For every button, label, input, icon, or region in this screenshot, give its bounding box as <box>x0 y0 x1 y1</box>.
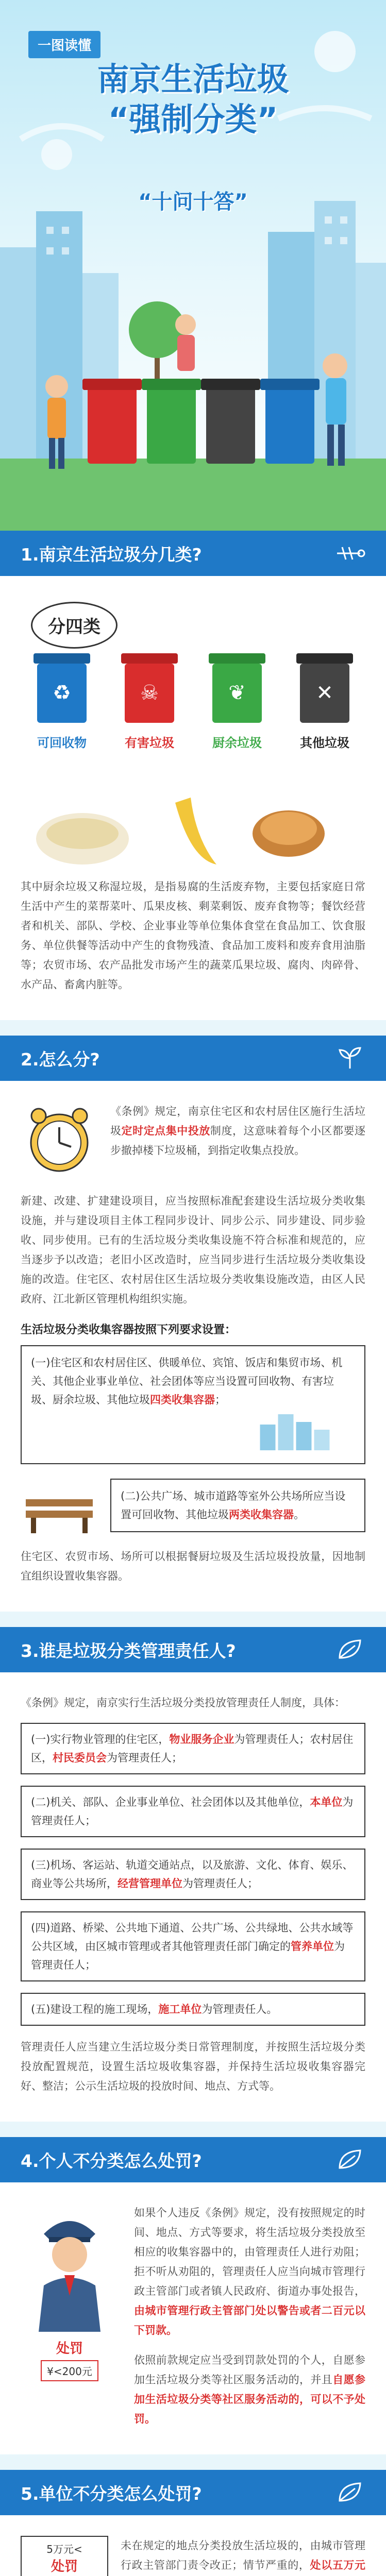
individual-fine-value: ¥<200元 <box>41 2360 98 2381</box>
individual-text-2: 依照前款规定应当受到罚款处罚的个人，自愿参加生活垃圾分类等社区服务活动的，并且 <box>134 2354 365 2386</box>
classification-bubble: 分四类 <box>31 602 118 649</box>
bin-other <box>289 648 361 751</box>
section-5-title: 5.单位不分类怎么处罚? <box>21 2483 202 2504</box>
unit-text-1: 未在规定的地点分类投放生活垃圾的，由城市管理行政主管部门责令改正；情节严重的， <box>121 2539 365 2571</box>
responsibility-item-1 <box>21 1723 365 1774</box>
individual-penalty-row <box>21 2203 365 2429</box>
city-illustration <box>0 170 386 531</box>
bin-hazardous-icon <box>119 648 180 725</box>
item-3-text: (三)机场、客运站、轨道交通站点，以及旅游、文化、体育、娱乐、商业等公共场所， <box>31 1859 354 1890</box>
schedule-text-a: 《条例》规定，南京住宅区和农村居住区施行生活垃圾 <box>110 1105 365 1137</box>
section-5-body <box>0 2515 386 2576</box>
requirement-2-highlight: 两类收集容器 <box>229 1509 294 1521</box>
requirement-1-highlight: 四类收集容器 <box>150 1394 215 1406</box>
bins-row <box>21 648 361 751</box>
unit-paragraph-1 <box>121 2536 365 2576</box>
responsibility-item-2 <box>21 1786 365 1837</box>
schedule-highlight: 定时定点集中投放 <box>121 1125 210 1137</box>
item-5-highlight: 施工单位 <box>158 2003 202 2015</box>
section-1-title: 1.南京生活垃圾分几类? <box>21 544 202 565</box>
requirement-row-2 <box>21 1479 365 1547</box>
leaf-icon <box>334 2480 365 2505</box>
section-3-header <box>0 1627 386 1672</box>
individual-highlight-2: 自愿参加生活垃圾分类等社区服务活动的，可以不予处罚。 <box>134 2374 366 2425</box>
item-1-highlight: 物业服务企业 <box>169 1733 234 1745</box>
responsibility-outro: 管理责任人应当建立生活垃圾分类日常管理制度，并按照生活垃圾分类投放配置规范，设置生活垃圾收集容器，并保持生活垃圾收集容器完好、整洁；公示生活垃圾的投放时间、地点、方式等。 <box>21 2041 365 2092</box>
item-2-text-c: 为管理责任人； <box>31 1796 354 1827</box>
section-2-title: 2.怎么分? <box>21 1049 100 1070</box>
spacer <box>0 1020 386 1036</box>
section-4-header <box>0 2137 386 2182</box>
requirement-1-text: (一)住宅区和农村居住区、供暖单位、宾馆、饭店和集贸市场、机关、其他企业事业单位、社会团体等应当设置可回收物、有害垃圾、厨余垃圾、其他垃圾 <box>31 1357 343 1406</box>
leaf-icon <box>334 1637 365 1662</box>
item-2-text: (二)机关、部队、企业事业单位、社会团体以及其他单位， <box>31 1796 310 1808</box>
item-2-highlight: 本单位 <box>310 1796 343 1808</box>
bin-other-label: 其他垃圾 <box>300 736 349 750</box>
schedule-paragraph <box>110 1101 365 1160</box>
spacer <box>0 2122 386 2137</box>
unit-penalty-row <box>21 2536 365 2576</box>
officer-figure <box>21 2203 119 2429</box>
spacer <box>0 1612 386 1627</box>
title-line-1: 南京生活垃圾 <box>97 60 289 98</box>
unit-highlight-1: 处以五万元 <box>310 2559 366 2571</box>
requirement-box-1 <box>21 1345 365 1464</box>
unit-fine-min: 5万元< <box>46 2543 82 2555</box>
item-1-text: (一)实行物业管理的住宅区， <box>31 1733 170 1745</box>
page-subtitle: “十问十答” <box>138 190 248 214</box>
unit-fine-side <box>21 2536 108 2576</box>
container-requirements-heading: 生活垃圾分类收集容器按照下列要求设置： <box>21 1324 237 1336</box>
individual-text-1: 如果个人违反《条例》规定，没有按照规定的时间、地点、方式等要求，将生活垃圾分类投放至相应的收集容器中的，由管理责任人进行劝阻；拒不听从劝阻的，管理责任人应当向城市管理行政主管部门或者镇人民政府、街道办事处报告， <box>134 2207 365 2297</box>
bin-recyclable-icon <box>31 648 93 725</box>
item-1-text-c: 为管理责任人；农村居住区， <box>31 1733 354 1764</box>
officer-icon <box>23 2203 116 2332</box>
bin-recyclable-label: 可回收物 <box>37 736 87 750</box>
title-line-2: “强制分类” <box>108 100 278 138</box>
bin-kitchen <box>201 648 273 751</box>
individual-fine-title: 处罚 <box>56 2341 83 2357</box>
city-skyline-icon <box>31 1409 355 1450</box>
leaf-icon <box>334 2147 365 2172</box>
page-title <box>0 59 386 140</box>
bin-kitchen-icon <box>206 648 268 725</box>
bin-hazardous-label: 有害垃圾 <box>125 736 174 750</box>
food-waste-illustration <box>21 772 365 875</box>
requirement-box-2 <box>110 1479 365 1532</box>
park-bench-icon <box>21 1479 98 1535</box>
item-3-text-c: 为管理责任人； <box>182 1877 258 1890</box>
sprout-icon <box>334 1046 365 1071</box>
container-note-paragraph: 住宅区、农贸市场、场所可以根据餐厨垃圾及生活垃圾投放量，因地制宜组织设置收集容器。 <box>21 1550 365 1582</box>
section-3-title: 3.谁是垃圾分类管理责任人? <box>21 1640 236 1661</box>
schedule-text-c: 制度，这意味着每个小区都要逐步撤掉楼下垃圾桶，到指定收集点投放。 <box>110 1125 366 1157</box>
requirement-1-end: ； <box>215 1394 226 1406</box>
item-5-text-c: 为管理责任人。 <box>202 2003 278 2015</box>
bin-kitchen-label: 厨余垃圾 <box>212 736 262 750</box>
item-5-text: (五)建设工程的施工现场， <box>31 2003 159 2015</box>
fishbone-icon <box>334 541 365 566</box>
bins-group <box>21 597 365 767</box>
individual-paragraph-2 <box>134 2350 365 2429</box>
bin-hazardous <box>113 648 186 751</box>
section-4-title: 4.个人不分类怎么处罚? <box>21 2150 202 2171</box>
header-banner <box>0 0 386 531</box>
svg-text:❦: ❦ <box>228 681 246 705</box>
schedule-row <box>21 1101 365 1179</box>
requirement-2-text: (二)公共广场、城市道路等室外公共场所应当设置可回收物、其他垃圾 <box>121 1490 346 1521</box>
item-4-highlight: 管养单位 <box>291 1940 334 1953</box>
responsibility-item-4 <box>21 1911 365 1981</box>
bin-other-icon <box>294 648 356 725</box>
bin-recyclable <box>26 648 98 751</box>
item-4-text: (四)道路、桥梁、公共地下通道、公共广场、公共绿地、公共水域等公共区域，由区城市管理或者其他管理责任部门确定的 <box>31 1922 354 1953</box>
item-1-highlight-2: 村民委员会 <box>53 1752 107 1764</box>
section-3-body <box>0 1672 386 2122</box>
individual-paragraph-1 <box>134 2203 365 2340</box>
section-5-header <box>0 2470 386 2515</box>
section-2-body <box>0 1081 386 1612</box>
section-1-body <box>0 576 386 1020</box>
item-4-text-c: 为管理责任人； <box>31 1940 345 1971</box>
unit-fine-box <box>21 2536 108 2576</box>
responsibility-item-3 <box>21 1849 365 1900</box>
individual-penalty-text <box>134 2203 365 2429</box>
alarm-clock-icon <box>21 1101 98 1179</box>
construction-paragraph: 新建、改建、扩建建设项目，应当按照标准配套建设生活垃圾分类收集设施，并与建设项目主体工程同步设计、同步公示、同步建设、同步验收、同步使用。已有的生活垃圾分类收集设施不符合标准和规范的，应当逐步予以改造；老旧小区改造时，应当同步进行生活垃圾分类收集设施的改造。住宅区、农村居住区生活垃圾分类收集设施改造，由区人民政府、江北新区管理机构组织实施。 <box>21 1195 365 1305</box>
unit-penalty-text <box>121 2536 365 2576</box>
section-2-header <box>0 1036 386 1081</box>
responsibility-item-5 <box>21 1993 365 2026</box>
requirement-2-end: 。 <box>294 1509 305 1521</box>
spacer <box>0 2454 386 2470</box>
header-badge: 一图读懂 <box>28 31 100 58</box>
individual-highlight-1: 由城市管理行政主管部门处以警告或者二百元以下罚款。 <box>134 2304 365 2336</box>
svg-text:☠: ☠ <box>140 681 159 705</box>
responsibility-intro: 《条例》规定，南京实行生活垃圾分类投放管理责任人制度，具体： <box>21 1697 345 1709</box>
unit-fine-label: 处罚 <box>51 2559 78 2574</box>
section-4-body <box>0 2182 386 2454</box>
section-1-header <box>0 531 386 576</box>
item-3-highlight: 经营管理单位 <box>118 1877 182 1890</box>
item-1-text-e: 为管理责任人； <box>107 1752 182 1764</box>
svg-text:♻: ♻ <box>53 681 71 705</box>
section-1-paragraph: 其中厨余垃圾又称湿垃圾，是指易腐的生活废弃物，主要包括家庭日常生活中产生的菜帮菜叶、瓜果皮核、剩菜剩饭、废弃食物等；餐饮经营者和机关、部队、学校、企业事业等单位集体食堂在食品加工、饮食服务、单位供餐等活动中产生的食物残渣、食品加工废料和废弃食用油脂等；农贸市场、农产品批发市场产生的蔬菜瓜果垃圾、腐肉、肉碎骨、水产品、畜禽内脏等。 <box>21 880 365 991</box>
svg-text:✕: ✕ <box>316 681 333 705</box>
